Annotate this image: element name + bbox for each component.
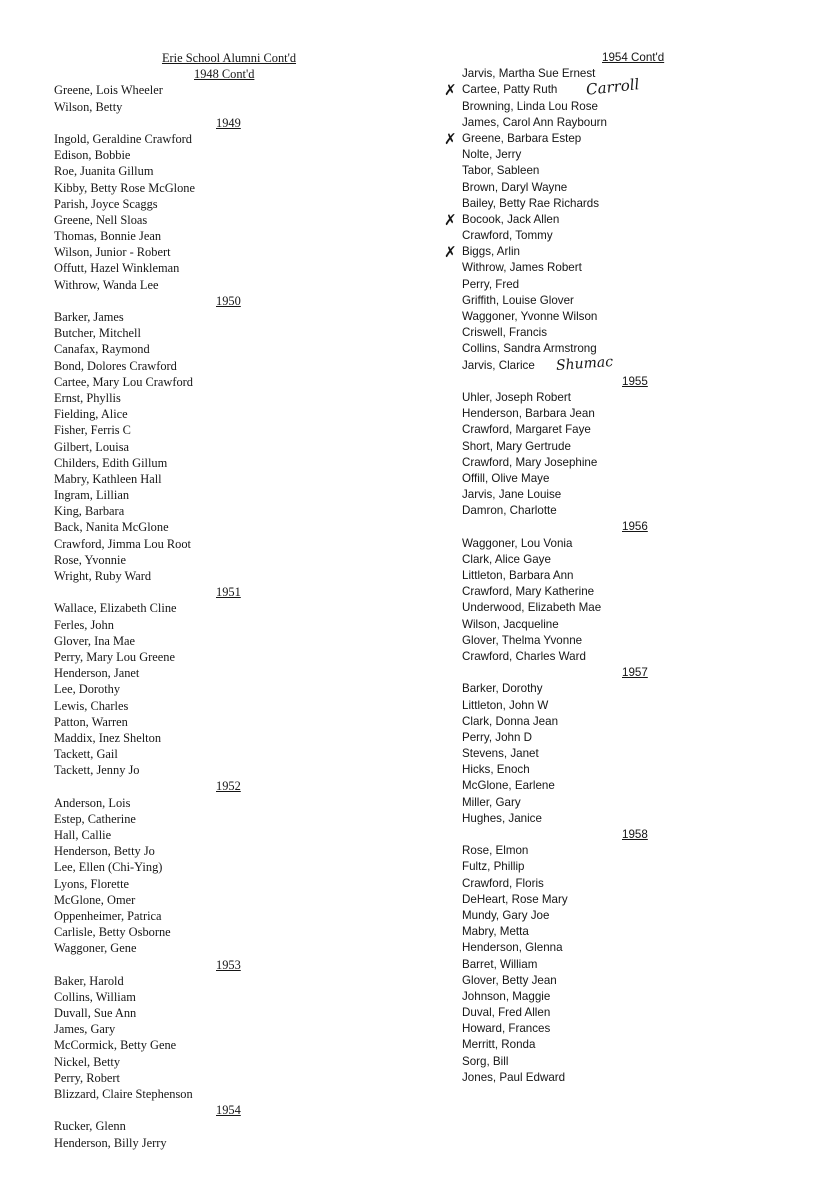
alumni-name-text: James, Carol Ann Raybourn bbox=[462, 115, 607, 129]
alumni-name-text: Greene, Lois Wheeler bbox=[54, 83, 163, 98]
alumni-name bbox=[462, 99, 792, 115]
alumni-name bbox=[54, 892, 384, 908]
alumni-name-text: Henderson, Barbara Jean bbox=[462, 407, 595, 421]
alumni-name bbox=[54, 1070, 384, 1086]
alumni-name-text: Rose, Yvonnie bbox=[54, 552, 126, 567]
alumni-name bbox=[54, 730, 384, 746]
alumni-name bbox=[54, 212, 384, 228]
alumni-name-text: Fultz, Phillip bbox=[462, 860, 525, 874]
alumni-name-text: Offill, Olive Maye bbox=[462, 471, 550, 485]
alumni-name bbox=[462, 1070, 792, 1086]
alumni-name-text: Gilbert, Louisa bbox=[54, 439, 130, 454]
alumni-name-text: Hall, Callie bbox=[54, 828, 112, 842]
alumni-name-text: Barker, James bbox=[54, 310, 124, 324]
alumni-name-text: Henderson, Glenna bbox=[462, 941, 563, 955]
alumni-name bbox=[54, 1054, 384, 1070]
alumni-name-text: Henderson, Billy Jerry bbox=[54, 1135, 167, 1150]
alumni-name-text: Patton, Warren bbox=[54, 714, 128, 729]
alumni-name bbox=[462, 762, 792, 778]
alumni-name bbox=[54, 649, 384, 665]
alumni-name bbox=[54, 1118, 384, 1134]
alumni-name bbox=[462, 924, 792, 940]
alumni-name-text: Lee, Ellen (Chi-Ying) bbox=[54, 860, 163, 875]
alumni-name bbox=[54, 1005, 384, 1021]
alumni-name bbox=[462, 746, 792, 762]
alumni-name-text: Thomas, Bonnie Jean bbox=[54, 229, 162, 244]
alumni-name-text: Carlisle, Betty Osborne bbox=[54, 925, 171, 940]
alumni-name bbox=[54, 260, 384, 276]
alumni-name bbox=[462, 681, 792, 697]
alumni-name bbox=[54, 277, 384, 293]
alumni-name-text: Collins, William bbox=[54, 989, 136, 1004]
alumni-name bbox=[462, 892, 792, 908]
alumni-name-text: Perry, John D bbox=[462, 730, 533, 744]
alumni-name bbox=[54, 908, 384, 924]
right-column bbox=[444, 50, 792, 1086]
alumni-name-text: Waggoner, Yvonne Wilson bbox=[462, 310, 598, 323]
alumni-name bbox=[462, 989, 792, 1005]
alumni-name bbox=[444, 210, 792, 229]
alumni-name-text: Canafax, Raymond bbox=[54, 342, 150, 357]
alumni-name bbox=[54, 665, 384, 681]
alumni-name-text: Jarvis, Martha Sue Ernest bbox=[462, 67, 596, 81]
alumni-name bbox=[462, 600, 792, 616]
section-heading-1948-contd: 1948 Cont'd bbox=[194, 67, 255, 82]
alumni-name-text: Glover, Thelma Yvonne bbox=[462, 633, 583, 647]
alumni-name bbox=[462, 778, 792, 794]
alumni-name bbox=[54, 617, 384, 633]
alumni-name-text: Jarvis, Jane Louise bbox=[462, 488, 562, 502]
alumni-name bbox=[462, 180, 792, 196]
alumni-name-text: Uhler, Joseph Robert bbox=[462, 390, 571, 404]
alumni-name bbox=[54, 568, 384, 584]
alumni-name-text: Bocook, Jack Allen bbox=[462, 212, 560, 226]
alumni-name bbox=[54, 439, 384, 455]
alumni-name bbox=[462, 876, 792, 892]
alumni-name-text: Clark, Alice Gaye bbox=[462, 552, 551, 566]
alumni-name bbox=[54, 746, 384, 762]
alumni-name-text: James, Gary bbox=[54, 1022, 116, 1037]
alumni-name bbox=[54, 681, 384, 697]
section-heading-1954-contd: 1954 Cont'd bbox=[602, 51, 665, 64]
alumni-name bbox=[444, 129, 792, 148]
alumni-name-text: Stevens, Janet bbox=[462, 747, 539, 761]
alumni-name-text: Barret, William bbox=[462, 957, 538, 971]
alumni-name bbox=[462, 293, 792, 309]
alumni-name-text: McGlone, Omer bbox=[54, 892, 136, 907]
alumni-name-text: Waggoner, Lou Vonia bbox=[462, 536, 573, 550]
alumni-name bbox=[54, 309, 384, 325]
alumni-name-text: King, Barbara bbox=[54, 504, 125, 519]
handwritten-check-mark: ✗ bbox=[444, 129, 457, 148]
alumni-name bbox=[462, 341, 792, 357]
alumni-name-text: Ingold, Geraldine Crawford bbox=[54, 131, 192, 146]
alumni-name-text: Browning, Linda Lou Rose bbox=[462, 99, 598, 113]
alumni-name bbox=[54, 698, 384, 714]
alumni-name-text: Griffith, Louise Glover bbox=[462, 293, 574, 307]
alumni-name bbox=[462, 1037, 792, 1053]
alumni-name bbox=[54, 519, 384, 535]
left-name-list bbox=[54, 82, 384, 1150]
alumni-name bbox=[462, 390, 792, 406]
alumni-name bbox=[54, 827, 384, 843]
alumni-name bbox=[54, 714, 384, 730]
alumni-name bbox=[54, 1135, 384, 1151]
year-heading: 1954 bbox=[216, 1103, 241, 1118]
alumni-name bbox=[54, 811, 384, 827]
alumni-name bbox=[462, 957, 792, 973]
alumni-name bbox=[462, 908, 792, 924]
alumni-name bbox=[462, 730, 792, 746]
alumni-name bbox=[54, 940, 384, 956]
year-heading: 1950 bbox=[216, 293, 241, 308]
alumni-name bbox=[54, 843, 384, 859]
alumni-name bbox=[462, 260, 792, 276]
alumni-name bbox=[54, 99, 384, 115]
alumni-name-text: Fisher, Ferris C bbox=[54, 423, 131, 438]
alumni-name-text: Anderson, Lois bbox=[54, 795, 131, 810]
alumni-name-text: Crawford, Tommy bbox=[462, 229, 553, 243]
alumni-name bbox=[54, 1086, 384, 1102]
alumni-name-text: Withrow, James Robert bbox=[462, 261, 582, 275]
alumni-name-text: Lewis, Charles bbox=[54, 698, 129, 713]
right-name-list bbox=[444, 66, 792, 1086]
alumni-name-text: Wilson, Jacqueline bbox=[462, 617, 559, 631]
alumni-name bbox=[462, 439, 792, 455]
alumni-name bbox=[54, 180, 384, 196]
alumni-name-text: Perry, Robert bbox=[54, 1070, 120, 1085]
alumni-name-text: Henderson, Betty Jo bbox=[54, 844, 155, 859]
alumni-name bbox=[462, 406, 792, 422]
alumni-name-text: Perry, Mary Lou Greene bbox=[54, 649, 175, 664]
alumni-name bbox=[54, 163, 384, 179]
alumni-name-text: Miller, Gary bbox=[462, 795, 521, 809]
alumni-name-text: Maddix, Inez Shelton bbox=[54, 730, 162, 745]
alumni-name-text: Ferles, John bbox=[54, 617, 114, 632]
alumni-name-text: Criswell, Francis bbox=[462, 326, 548, 340]
alumni-name bbox=[54, 471, 384, 487]
alumni-name-text: Howard, Frances bbox=[462, 1022, 551, 1036]
alumni-name-text: Butcher, Mitchell bbox=[54, 326, 141, 341]
alumni-name-text: Mundy, Gary Joe bbox=[462, 908, 550, 922]
alumni-name bbox=[462, 1005, 792, 1021]
alumni-name-text: Greene, Barbara Estep bbox=[462, 131, 582, 145]
alumni-name-text: Ernst, Phyllis bbox=[54, 390, 121, 405]
alumni-name-text: Crawford, Jimma Lou Root bbox=[54, 536, 191, 551]
alumni-name-text: Damron, Charlotte bbox=[462, 504, 557, 518]
alumni-name-text: Estep, Catherine bbox=[54, 811, 136, 826]
alumni-name-text: Sorg, Bill bbox=[462, 1054, 509, 1068]
alumni-name bbox=[54, 147, 384, 163]
alumni-name bbox=[462, 1021, 792, 1037]
alumni-name bbox=[462, 633, 792, 649]
alumni-name-text: Hughes, Janice bbox=[462, 811, 542, 825]
alumni-name-text: Crawford, Charles Ward bbox=[462, 649, 586, 663]
alumni-name-text: Parish, Joyce Scaggs bbox=[54, 196, 158, 211]
alumni-name-text: Cartee, Patty Ruth bbox=[462, 83, 558, 97]
alumni-name bbox=[462, 471, 792, 487]
alumni-name-text: Offutt, Hazel Winkleman bbox=[54, 261, 180, 276]
alumni-name bbox=[462, 973, 792, 989]
alumni-name bbox=[54, 924, 384, 940]
alumni-name bbox=[462, 309, 792, 325]
alumni-name bbox=[54, 1021, 384, 1037]
alumni-name bbox=[54, 536, 384, 552]
year-heading: 1955 bbox=[622, 374, 648, 388]
alumni-name-text: Short, Mary Gertrude bbox=[462, 439, 571, 453]
alumni-name bbox=[462, 277, 792, 293]
alumni-name bbox=[54, 82, 384, 98]
alumni-name bbox=[462, 649, 792, 665]
alumni-name bbox=[54, 859, 384, 875]
alumni-name-text: Brown, Daryl Wayne bbox=[462, 180, 568, 194]
year-heading: 1952 bbox=[216, 779, 241, 794]
alumni-name bbox=[54, 1037, 384, 1053]
alumni-name-text: Littleton, Barbara Ann bbox=[462, 569, 574, 582]
alumni-name bbox=[462, 859, 792, 875]
alumni-name-text: Biggs, Arlin bbox=[462, 245, 520, 259]
alumni-name bbox=[462, 163, 792, 179]
alumni-name bbox=[54, 325, 384, 341]
alumni-name-text: Merritt, Ronda bbox=[462, 1038, 536, 1052]
alumni-name bbox=[54, 503, 384, 519]
alumni-name bbox=[462, 503, 792, 519]
alumni-name bbox=[54, 762, 384, 778]
alumni-name-text: Underwood, Elizabeth Mae bbox=[462, 601, 602, 615]
alumni-name bbox=[462, 455, 792, 471]
alumni-name bbox=[462, 325, 792, 341]
alumni-name bbox=[54, 633, 384, 649]
alumni-name-text: Rucker, Glenn bbox=[54, 1119, 126, 1134]
alumni-name bbox=[54, 876, 384, 892]
alumni-name bbox=[54, 374, 384, 390]
handwritten-check-mark: ✗ bbox=[444, 81, 457, 100]
handwritten-signature: Carroll bbox=[585, 75, 641, 100]
year-heading: 1949 bbox=[216, 115, 241, 130]
alumni-name bbox=[462, 196, 792, 212]
alumni-name bbox=[462, 552, 792, 568]
alumni-name-text: Waggoner, Gene bbox=[54, 941, 137, 956]
alumni-name-text: Lee, Dorothy bbox=[54, 682, 121, 697]
alumni-name-text: Cartee, Mary Lou Crawford bbox=[54, 374, 194, 389]
alumni-name-text: Jones, Paul Edward bbox=[462, 1070, 566, 1084]
alumni-name-text: Clark, Donna Jean bbox=[462, 714, 559, 728]
alumni-name-text: Baker, Harold bbox=[54, 973, 124, 988]
year-heading: 1957 bbox=[622, 666, 648, 680]
alumni-name-text: McGlone, Earlene bbox=[462, 779, 555, 793]
alumni-name-text: Ingram, Lillian bbox=[54, 488, 130, 503]
alumni-name bbox=[54, 989, 384, 1005]
alumni-name-text: Wallace, Elizabeth Cline bbox=[54, 601, 177, 616]
alumni-name bbox=[462, 617, 792, 633]
alumni-name bbox=[54, 131, 384, 147]
left-column bbox=[54, 50, 384, 1151]
alumni-name bbox=[54, 406, 384, 422]
alumni-name bbox=[54, 228, 384, 244]
page-title: Erie School Alumni Cont'd bbox=[161, 51, 297, 65]
alumni-name-text: Henderson, Janet bbox=[54, 666, 140, 681]
alumni-name bbox=[462, 147, 792, 163]
alumni-name-text: Duval, Fred Allen bbox=[462, 1006, 551, 1020]
alumni-name-text: Wilson, Junior - Robert bbox=[54, 245, 171, 260]
alumni-name bbox=[462, 698, 792, 714]
alumni-name-text: Glover, Betty Jean bbox=[462, 973, 557, 987]
alumni-name bbox=[462, 353, 792, 374]
year-heading: 1951 bbox=[216, 585, 241, 600]
alumni-name bbox=[462, 940, 792, 956]
alumni-name-text: Littleton, John W bbox=[462, 698, 549, 712]
alumni-name bbox=[462, 714, 792, 730]
alumni-name bbox=[444, 243, 792, 262]
alumni-name-text: Crawford, Mary Katherine bbox=[462, 585, 595, 599]
alumni-name-text: Crawford, Floris bbox=[462, 876, 544, 890]
alumni-name bbox=[462, 811, 792, 827]
alumni-name-text: Roe, Juanita Gillum bbox=[54, 164, 154, 179]
alumni-name-text: Duvall, Sue Ann bbox=[54, 1006, 137, 1021]
alumni-name bbox=[462, 1054, 792, 1070]
alumni-name bbox=[462, 568, 792, 584]
alumni-name-text: Back, Nanita McGlone bbox=[54, 520, 169, 535]
handwritten-signature: Shumac bbox=[555, 353, 614, 374]
alumni-name-text: Oppenheimer, Patrica bbox=[54, 908, 162, 923]
alumni-name-text: Childers, Edith Gillum bbox=[54, 455, 168, 470]
alumni-name-text: Crawford, Mary Josephine bbox=[462, 455, 598, 469]
alumni-name-text: Barker, Dorothy bbox=[462, 682, 543, 696]
alumni-name-text: Wright, Ruby Ward bbox=[54, 569, 152, 583]
alumni-name-text: Fielding, Alice bbox=[54, 407, 128, 422]
alumni-name bbox=[462, 115, 792, 131]
alumni-name-text: Johnson, Maggie bbox=[462, 989, 551, 1003]
alumni-name bbox=[462, 843, 792, 859]
alumni-name-text: Bailey, Betty Rae Richards bbox=[462, 196, 600, 210]
alumni-name-text: Tackett, Gail bbox=[54, 747, 118, 762]
alumni-name-text: Collins, Sandra Armstrong bbox=[462, 342, 597, 356]
handwritten-check-mark: ✗ bbox=[444, 243, 457, 262]
alumni-name-text: Blizzard, Claire Stephenson bbox=[54, 1087, 193, 1101]
alumni-name bbox=[54, 552, 384, 568]
alumni-name-text: Perry, Fred bbox=[462, 277, 520, 291]
year-heading: 1953 bbox=[216, 957, 241, 972]
alumni-name bbox=[54, 341, 384, 357]
alumni-name bbox=[54, 196, 384, 212]
alumni-name-text: Kibby, Betty Rose McGlone bbox=[54, 180, 195, 195]
alumni-name-text: Mabry, Metta bbox=[462, 925, 529, 939]
alumni-name-text: Edison, Bobbie bbox=[54, 148, 131, 163]
alumni-name-text: Tabor, Sableen bbox=[462, 164, 540, 178]
alumni-name bbox=[54, 600, 384, 616]
alumni-name-text: Rose, Elmon bbox=[462, 844, 529, 858]
alumni-name bbox=[54, 358, 384, 374]
alumni-name-text: Wilson, Betty bbox=[54, 99, 123, 114]
alumni-name-text: Withrow, Wanda Lee bbox=[54, 277, 159, 292]
handwritten-check-mark: ✗ bbox=[444, 210, 457, 229]
alumni-name bbox=[462, 228, 792, 244]
year-heading: 1958 bbox=[622, 828, 648, 841]
alumni-name-text: Mabry, Kathleen Hall bbox=[54, 471, 162, 486]
alumni-name bbox=[462, 487, 792, 503]
year-heading: 1956 bbox=[622, 520, 648, 534]
alumni-name-text: Jarvis, Clarice bbox=[462, 358, 535, 372]
alumni-name bbox=[54, 244, 384, 260]
alumni-name bbox=[462, 422, 792, 438]
alumni-name bbox=[462, 536, 792, 552]
alumni-name-text: Nolte, Jerry bbox=[462, 148, 522, 162]
alumni-name-text: Glover, Ina Mae bbox=[54, 633, 136, 648]
alumni-name bbox=[54, 455, 384, 471]
alumni-name bbox=[444, 75, 792, 100]
alumni-name-text: Lyons, Florette bbox=[54, 876, 130, 891]
alumni-name bbox=[54, 487, 384, 503]
alumni-name-text: Tackett, Jenny Jo bbox=[54, 763, 140, 778]
alumni-name-text: Nickel, Betty bbox=[54, 1054, 121, 1069]
alumni-name bbox=[462, 584, 792, 600]
alumni-name-text: Greene, Nell Sloas bbox=[54, 212, 148, 227]
alumni-name-text: Bond, Dolores Crawford bbox=[54, 358, 177, 373]
alumni-name-text: Hicks, Enoch bbox=[462, 763, 530, 777]
alumni-name-text: DeHeart, Rose Mary bbox=[462, 892, 568, 906]
alumni-name bbox=[54, 795, 384, 811]
alumni-name bbox=[54, 422, 384, 438]
alumni-name bbox=[462, 795, 792, 811]
alumni-name bbox=[54, 973, 384, 989]
alumni-name bbox=[54, 390, 384, 406]
alumni-name-text: McCormick, Betty Gene bbox=[54, 1038, 177, 1053]
alumni-name-text: Crawford, Margaret Faye bbox=[462, 423, 591, 437]
